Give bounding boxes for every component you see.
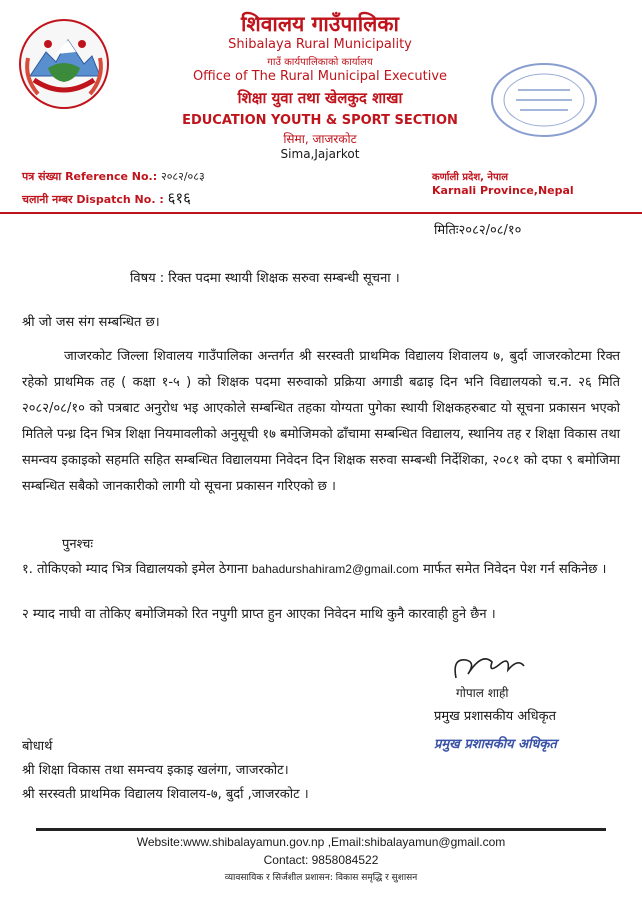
point1-text-post: मार्फत समेत निवेदन पेश गर्न सकिनेछ । — [422, 562, 607, 577]
nepal-emblem-logo — [18, 18, 110, 110]
dispatch-value: ६१६ — [167, 189, 191, 207]
location-dev: सिमा, जाजरकोट — [283, 132, 357, 146]
letter-greeting: श्री जो जस संग सम्बन्धित छ। — [22, 315, 160, 330]
letterhead — [150, 0, 490, 170]
footer-divider — [36, 828, 606, 831]
reference-value: २०८२/०८३ — [160, 170, 205, 183]
dispatch-number — [22, 188, 191, 208]
section-name-en: EDUCATION YOUTH & SPORT SECTION — [182, 113, 458, 128]
dispatch-label: चलानी नम्बर Dispatch No. : — [22, 193, 164, 206]
municipality-name-dev: शिवालय गाउँपालिका — [241, 12, 399, 36]
office-name-dev: गाउँ कार्यपालिकाको कार्यालय — [267, 57, 373, 68]
office-stamp — [488, 60, 600, 140]
postscript-point-1 — [22, 556, 620, 583]
section-name-dev: शिक्षा युवा तथा खेलकुद शाखा — [237, 89, 403, 107]
signatory-title: प्रमुख प्रशासकीय अधिकृत — [434, 709, 557, 724]
letter-subject: विषय : रिक्त पदमा स्थायी शिक्षक सरुवा सम्बन्धी सूचना । — [130, 271, 400, 286]
postscript-point-2: २ म्याद नाघी वा तोकिए बमोजिमको रित नपुगी प्राप्त हुन आएका निवेदन माथि कुनै कारवाही हुने छैन । — [22, 607, 496, 622]
point1-text-pre: १. तोकिएको म्याद भित्र विद्यालयको इमेल ठेगाना — [22, 562, 248, 577]
letter-date: मितिः२०८२/०८/१० — [434, 223, 522, 238]
reference-number — [22, 169, 205, 184]
cc-line-1: श्री शिक्षा विकास तथा समन्वय इकाइ खलंगा, जाजरकोट। — [22, 763, 289, 778]
cc-label: बोधार्थ — [22, 739, 53, 754]
signatory-name: गोपाल शाही — [456, 686, 509, 700]
location-en: Sima,Jajarkot — [280, 147, 360, 161]
header-divider — [0, 212, 642, 214]
footer-contact: Contact: 9858084522 — [263, 853, 379, 867]
footer-website-email: Website:www.shibalayamun.gov.np ,Email:shibalayamun@gmail.com — [136, 835, 506, 849]
reference-label: पत्र संख्या Reference No.: — [22, 170, 158, 183]
cc-line-2: श्री सरस्वती प्राथमिक विद्यालय शिवालय-७, बुर्दा ,जाजरकोट । — [22, 787, 309, 802]
signatory-stamp: प्रमुख प्रशासकीय अधिकृत — [434, 737, 557, 752]
municipality-name-en: Shibalaya Rural Municipality — [228, 37, 412, 52]
office-name-en: Office of The Rural Municipal Executive — [192, 69, 448, 84]
postscript-label: पुनश्चः — [62, 537, 94, 552]
province-dev: कर्णाली प्रदेश, नेपाल — [432, 172, 509, 183]
footer-motto: व्यावसायिक र सिर्जशील प्रशासन: विकास समृद्धि र सुशासन — [224, 873, 418, 883]
province-en: Karnali Province,Nepal — [432, 184, 574, 197]
school-email: bahadurshahiram2@gmail.com — [251, 562, 419, 576]
letter-paragraph: जाजरकोट जिल्ला शिवालय गाउँपालिका अन्तर्गत श्री सरस्वती प्राथमिक विद्यालय शिवालय ७, बुर्दा जाजरकोटमा रिक्त रहेको प्राथमिक तह ( कक्षा १-५ ) को शिक्षक पदमा सरुवाको प्रक्रिया अगाडी बढाइ दिन भनि विद्यालयको च.न. २६ मिति २०८२/०८/१० को पत्रबाट अनुरोध भइ आएकोले सम्बन्धित तहका योग्यता पुगेका स्थायी शिक्षकहरुबाट यो सूचना प्रकासन भएको मितिले पन्ध्र दिन भित्र शिक्षा नियमावलीको अनुसूची १७ बमोजिमको ढाँचामा सम्बन्धित विद्यालय, स्थानिय तह र शिक्षा विकास तथा समन्वय इकाइको सहमति सहित सम्बन्धित विद्यालयमा निवेदन दिन शिक्षक सरुवा सम्बन्धी निर्देशिका, २०८१ को दफा ९ बमोजिमा सम्बन्धित सबैको जानकारीको लागी यो सूचना प्रकासन गरिएको छ । — [22, 349, 620, 494]
